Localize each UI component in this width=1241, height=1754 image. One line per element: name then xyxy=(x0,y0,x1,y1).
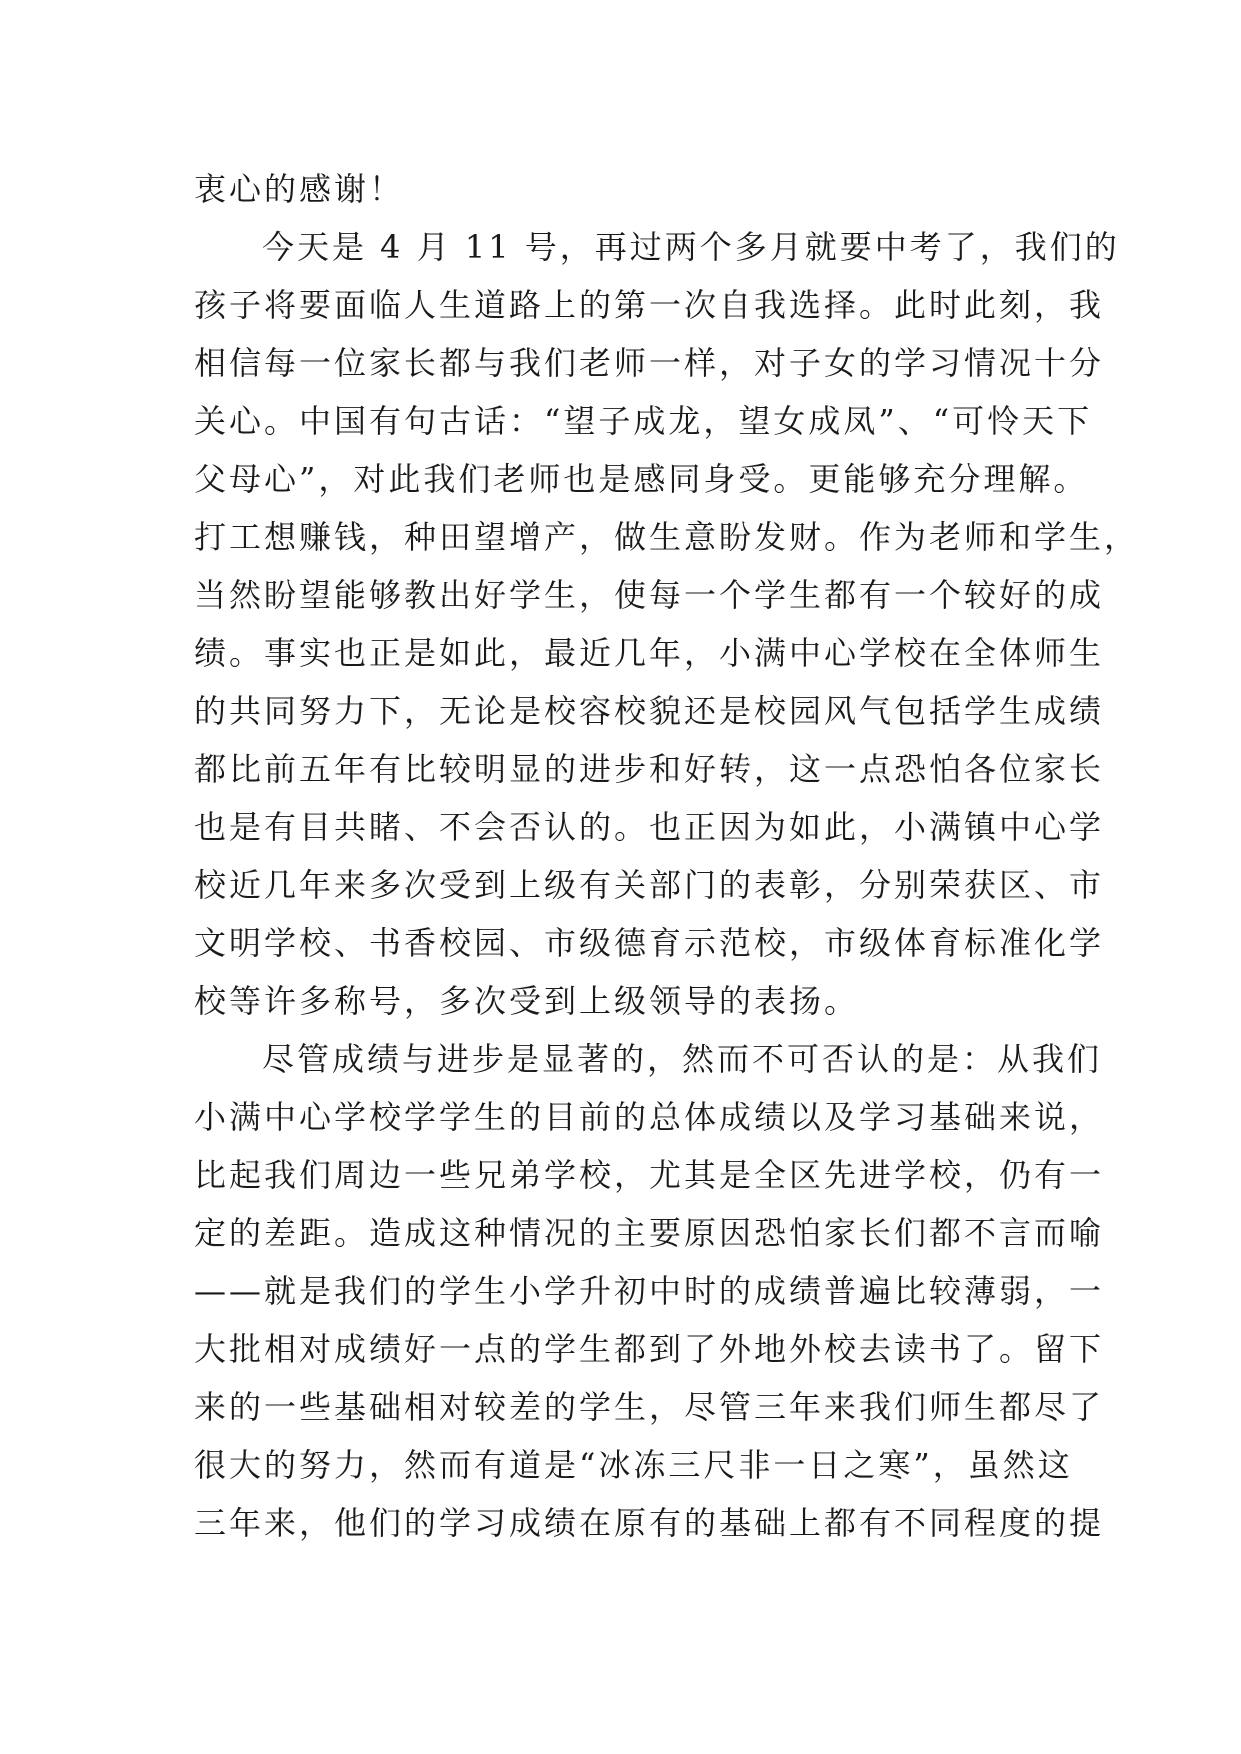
text-line: 的共同努力下，无论是校容校貌还是校园风气包括学生成绩 xyxy=(194,692,1105,730)
paragraph-first-line: 今天是 4 月 11 号，再过两个多月就要中考了，我们的 xyxy=(262,228,1120,266)
text-line: 绩。事实也正是如此，最近几年，小满中心学校在全体师生 xyxy=(194,634,1105,672)
text-line: 定的差距。造成这种情况的主要原因恐怕家长们都不言而喻 xyxy=(194,1214,1105,1252)
text-line: 父母心”，对此我们老师也是感同身受。更能够充分理解。 xyxy=(194,460,1089,498)
text-line: 打工想赚钱，种田望增产，做生意盼发财。作为老师和学生， xyxy=(194,518,1140,556)
text-line: ——就是我们的学生小学升初中时的成绩普遍比较薄弱，一 xyxy=(194,1272,1105,1310)
text-line: 校近几年来多次受到上级有关部门的表彰，分别荣获区、市 xyxy=(194,866,1105,904)
paragraph-first-line: 尽管成绩与进步是显著的，然而不可否认的是：从我们 xyxy=(262,1040,1103,1078)
text-line: 都比前五年有比较明显的进步和好转，这一点恐怕各位家长 xyxy=(194,750,1105,788)
text-line: 衷心的感谢！ xyxy=(194,170,405,208)
text-line: 比起我们周边一些兄弟学校，尤其是全区先进学校，仍有一 xyxy=(194,1156,1105,1194)
text-line: 也是有目共睹、不会否认的。也正因为如此，小满镇中心学 xyxy=(194,808,1105,846)
text-line: 来的一些基础相对较差的学生，尽管三年来我们师生都尽了 xyxy=(194,1388,1105,1426)
document-body xyxy=(194,160,1140,1552)
text-line: 小满中心学校学学生的目前的总体成绩以及学习基础来说， xyxy=(194,1098,1105,1136)
text-line: 孩子将要面临人生道路上的第一次自我选择。此时此刻，我 xyxy=(194,286,1105,324)
text-line: 关心。中国有句古话：“望子成龙，望女成凤”、“可怜天下 xyxy=(194,402,1093,440)
text-line: 三年来，他们的学习成绩在原有的基础上都有不同程度的提 xyxy=(194,1504,1105,1542)
text-line: 大批相对成绩好一点的学生都到了外地外校去读书了。留下 xyxy=(194,1330,1105,1368)
text-line: 当然盼望能够教出好学生，使每一个学生都有一个较好的成 xyxy=(194,576,1105,614)
text-line: 文明学校、书香校园、市级德育示范校，市级体育标准化学 xyxy=(194,924,1105,962)
text-line: 相信每一位家长都与我们老师一样，对子女的学习情况十分 xyxy=(194,344,1105,382)
text-line: 校等许多称号，多次受到上级领导的表扬。 xyxy=(194,982,860,1020)
text-line: 很大的努力，然而有道是“冰冻三尺非一日之寒”，虽然这 xyxy=(194,1446,1073,1484)
